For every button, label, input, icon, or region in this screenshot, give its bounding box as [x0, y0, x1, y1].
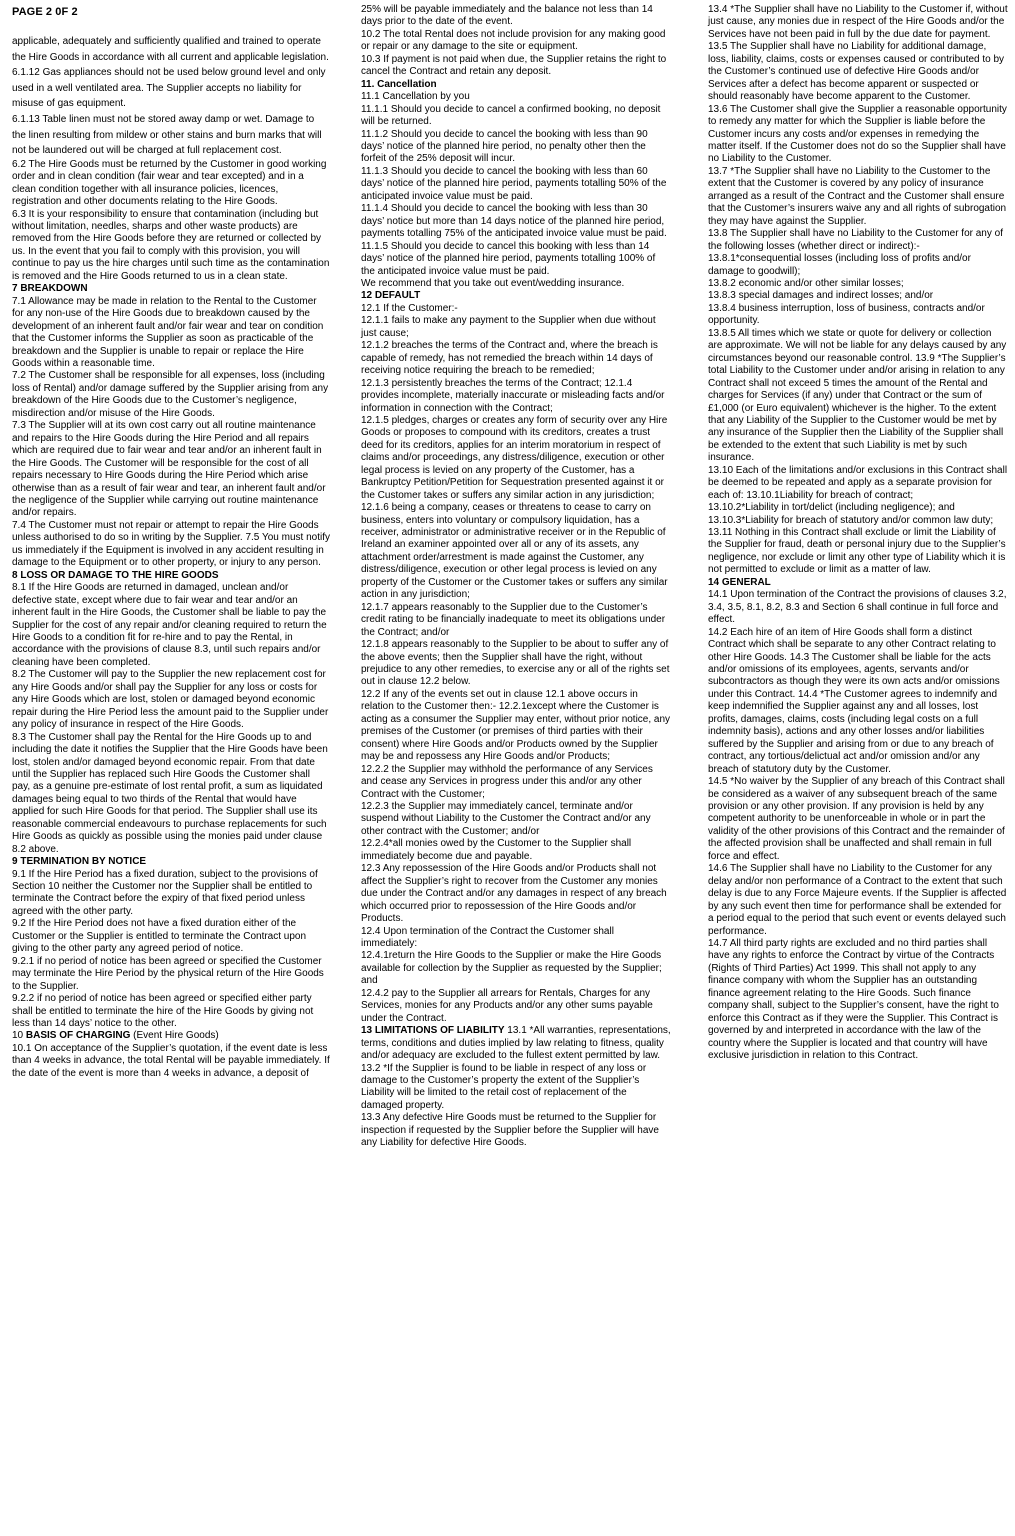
paragraph: 9.2 If the Hire Period does not have a fixed duration either of the Customer or the Supplier is entitled to terminate the Contract upon giving to the other party any agreed period of notice.	[12, 918, 307, 955]
paragraph: 9.1 If the Hire Period has a fixed duration, subject to the provisions of Section 10 neither the Customer nor the Supplier shall be entitled to terminate the Contract before the expiry of that fixed period unless agreed with the other party.	[12, 868, 318, 917]
paragraph: 6.1.13 Table linen must not be stored away damp or wet. Damage to the linen resulting from mildew or other stains and burn marks that will not be laundered out will be charged at full replacement cost.	[12, 113, 322, 157]
paragraph-prefix: 10	[12, 1030, 26, 1042]
section-heading: 11. Cancellation	[361, 78, 437, 90]
section-heading-paragraph	[361, 1025, 671, 1062]
paragraph: 14.7 All third party rights are excluded and no third parties shall have any rights to enforce the Contract by virtue of the Contracts (Rights of Third Parties) Act 1999. This shall not apply to any finance company with whom the Supplier has an outstanding finance agreement relating to the Hire Goods. Such finance company shall, subject to the Supplier’s consent, have the right to enforce this Contract as if they were the Supplier. This Contract is governed by and interpreted in accordance with the law of the country where the Supplier is located and that country will have exclusive jurisdiction in relation to this Contract.	[708, 937, 999, 1062]
paragraph: 14.1 Upon termination of the Contract the provisions of clauses 3.2, 3.4, 3.5, 8.1, 8.2, 8.3 and Section 6 shall continue in full force and effect.	[708, 589, 1007, 626]
paragraph: 13.8.5 All times which we state or quote for delivery or collection are approximate. We will not be liable for any delays caused by any circumstances beyond our reasonable control. 13.9 *The Supplier’s total Liability to the Customer under and/or arising in relation to any Contract shall not exceed 5 times the amount of the Rental and charges for Services (if any) under that Contract or the sum of £1,000 (or Euro equivalent) whichever is the higher. To the extent that any Liability of the Supplier to the Customer would be met by any insurance of the Supplier then the Liability of the Supplier shall be extended to the extent that such Liability is met by such insurance.	[708, 327, 1007, 464]
paragraph: 11.1.3 Should you decide to cancel the booking with less than 60 days’ notice of the planned hire period, payments totalling 50% of the anticipated invoice value must be paid.	[361, 165, 667, 202]
paragraph: 12.2.2 the Supplier may withhold the performance of any Services and cease any Services in progress under this and/or any other Contract with the Customer;	[361, 763, 653, 800]
paragraph: 13.2 *If the Supplier is found to be liable in respect of any loss or damage to the Customer’s property the extent of the Supplier’s Liability will be limited to the retail cost of replacement of the damaged property.	[361, 1062, 647, 1111]
section-heading: 8 LOSS OR DAMAGE TO THE HIRE GOODS	[12, 569, 219, 581]
section-heading: 12 DEFAULT	[361, 290, 421, 302]
section-heading: 13 LIMITATIONS OF LIABILITY	[361, 1025, 505, 1037]
paragraph: 13.8.2 economic and/or other similar losses;	[708, 277, 904, 289]
paragraph: 13.8 The Supplier shall have no Liability to the Customer for any of the following losses (whether direct or indirect):- 13.8.1*consequential losses (including loss of profits and/or damage to goodwill);	[708, 228, 1003, 277]
paragraph: 14.6 The Supplier shall have no Liability to the Customer for any delay and/or non performance of a Contract to the extent that such delay is due to any Force Majeure events. If the Supplier is affected by any such event then time for performance shall be extended for a period equal to the period that such event or events delayed such performance.	[708, 863, 1007, 937]
paragraph: 12.1.2 breaches the terms of the Contract and, where the breach is capable of remedy, has not remedied the breach within 14 days of receiving notice requiring the breach to be remedied;	[361, 340, 658, 377]
paragraph: We recommend that you take out event/wedding insurance.	[361, 277, 625, 289]
column-1	[12, 34, 330, 1080]
paragraph: 12.1.3 persistently breaches the terms of the Contract; 12.1.4 provides incomplete, materially inaccurate or misleading facts and/or information in connection with the Contract;	[361, 377, 665, 414]
paragraph: 6.3 It is your responsibility to ensure that contamination (including but without limitation, needles, sharps and other waste products) are removed from the Hire Goods before they are returned or collected by us. In the event that you fail to comply with this provision, you will continue to pay us the hire charges until such time as the contamination is removed and the Hire Goods returned to us in a clean state.	[12, 208, 330, 282]
section-heading: BASIS OF CHARGING	[25, 1030, 131, 1042]
paragraph: 13.6 The Customer shall give the Supplier a reasonable opportunity to remedy any matter for which the Supplier is liable before the Customer incurs any costs and/or expenses in remedying the matter itself. If the Customer does not do so the Supplier shall have no Liability to the Customer.	[708, 103, 1007, 165]
paragraph: applicable, adequately and sufficiently qualified and trained to operate the Hire Goods in accordance with all current and applicable legislation.	[12, 36, 329, 63]
paragraph: 13.7 *The Supplier shall have no Liability to the Customer to the extent that the Customer is covered by any policy of insurance arranged as a result of the Contract and the Customer shall ensure that the Customer’s insurers waive any and all rights of subrogation they may have against the Supplier.	[708, 165, 1007, 227]
paragraph: 8.1 If the Hire Goods are returned in damaged, unclean and/or defective state, except where due to fair wear and tear and/or an inherent fault in the Hire Goods, the Customer shall be liable to pay the Supplier for the cost of any repair and/or cleaning required to return the Hire Goods to a condition fit for re-hire and to pay the Rental, in accordance with the provisions of clause 8.3, until such repairs and/or cleaning have been completed.	[12, 582, 327, 668]
paragraph: 8.2 The Customer will pay to the Supplier the new replacement cost for any Hire Goods and/or shall pay the Supplier for any loss or costs for any Hire Goods which are lost, stolen or damaged beyond economic repair during the Hire Period less the amount paid to the Supplier under any policy of insurance in respect of the Hire Goods.	[12, 669, 329, 731]
section-heading: 14 GENERAL	[708, 576, 771, 588]
paragraph: 11.1.5 Should you decide to cancel this booking with less than 14 days’ notice of the planned hire period, payments totalling 100% of the anticipated invoice value must be paid.	[361, 240, 656, 277]
paragraph: 12.1.6 being a company, ceases or threatens to cease to carry on business, enters into voluntary or compulsory liquidation, has a receiver, administrator or administrative receiver or in the Republic of Ireland an examiner appointed over all or any of its assets, any attachment order/arrestment is made against the Customer, any distress/diligence, execution or other legal process is levied on any property of the Customer or the Customer takes or suffers any similar action in any jurisdiction;	[361, 502, 668, 601]
paragraph: 6.2 The Hire Goods must be returned by the Customer in good working order and in clean condition (fair wear and tear excepted) and in a clean condition together with all insurance policies, licences, registration and other documents relating to the Hire Goods.	[12, 158, 327, 208]
paragraph: 12.2.3 the Supplier may immediately cancel, terminate and/or suspend without Liability to the Customer the Contract and/or any other contract with the Customer; and/or	[361, 801, 651, 837]
paragraph: 14.2 Each hire of an item of Hire Goods shall form a distinct Contract which shall be separate to any other Contract relating to other Hire Goods. 14.3 The Customer shall be liable for the acts and/or omissions of its employees, agents, servants and/or subcontractors as though they were its own acts and/or omissions under this Contract. 14.4 *The Customer agrees to indemnify and keep indemnified the Supplier against any and all losses, lost profits, damages, claims, costs (including legal costs on a full indemnity basis), actions and any other losses and/or liabilities suffered by the Supplier and arising from or due to any breach of contract, any tortious/delictual act and/or omission and/or any breach of statutory duty by the Customer.	[708, 626, 1000, 775]
paragraph: 13.10.2*Liability in tort/delict (including negligence); and 13.10.3*Liability for breach of statutory and/or common law duty;	[708, 502, 994, 526]
paragraph: 7.2 The Customer shall be responsible for all expenses, loss (including loss of Rental) and/or damage suffered by the Supplier arising from any breakdown of the Hire Goods due to the Customer’s negligence, misdirection and/or misuse of the Hire Goods.	[12, 370, 329, 419]
paragraph-text: (Event Hire Goods)	[130, 1030, 219, 1042]
paragraph: 11.1.2 Should you decide to cancel the booking with less than 90 days’ notice of the planned hire period, no penalty other then the forfeit of the 25% deposit will incur.	[361, 128, 648, 165]
paragraph: 12.1.8 appears reasonably to the Supplier to be about to suffer any of the above events; then the Supplier shall have the right, without prejudice to any other remedies, to exercise any or all of the rights set out in clause 12.2 below.	[361, 639, 670, 688]
paragraph: 12.1.5 pledges, charges or creates any form of security over any Hire Goods or proposes to compound with its creditors, creates a trust deed for its creditors, applies for an interim moratorium in respect of claims and/or proceedings, any distress/diligence, execution or other legal process is levied on any property of the Customer, has a Bankruptcy Petition/Petition for Sequestration presented against it or the Customer takes or suffers any similar action in any jurisdiction;	[361, 414, 668, 501]
paragraph: 12.4.1return the Hire Goods to the Supplier or make the Hire Goods available for collection by the Supplier as requested by the Supplier; and	[361, 950, 662, 987]
column-2	[361, 4, 671, 1150]
section-heading-paragraph	[12, 1030, 330, 1042]
paragraph: 11.1.1 Should you decide to cancel a confirmed booking, no deposit will be returned.	[361, 103, 661, 128]
paragraph: 9.2.1 if no period of notice has been agreed or specified the Customer may terminate the Hire Period by the physical return of the Hire Goods to the Supplier.	[12, 955, 324, 992]
paragraph: 12.4 Upon termination of the Contract the Customer shall immediately:	[361, 925, 614, 949]
paragraph: 12.1.7 appears reasonably to the Supplier due to the Customer’s credit rating to be financially inadequate to meet its obligations under the Contract; and/or	[361, 601, 666, 638]
paragraph: 13.8.4 business interruption, loss of business, contracts and/or opportunity.	[708, 302, 985, 327]
paragraph-text: 13.1 *All warranties, representations, terms, conditions and duties implied by law relating to fitness, quality and/or adequacy are excluded to the fullest extent permitted by law.	[361, 1025, 671, 1062]
paragraph: 7.3 The Supplier will at its own cost carry out all routine maintenance and repairs to the Hire Goods during the Hire Period and all repairs which are required due to fair wear and tear and/or an inherent fault in the Hire Goods. The Customer will be responsible for the cost of all repairs necessary to Hire Goods during the Hire Period which arise otherwise than as a result of fair wear and tear, an inherent fault and/or the negligence of the Supplier while carrying out routine maintenance and/or repairs.	[12, 420, 326, 519]
paragraph: 11.1.4 Should you decide to cancel the booking with less than 30 days’ notice but more than 14 days notice of the planned hire period, payments totalling 75% of the anticipated invoice value must be paid.	[361, 203, 667, 240]
paragraph: 10.2 The total Rental does not include provision for any making good or repair or any damage to the site or equipment.	[361, 28, 666, 53]
paragraph: 13.8.3 special damages and indirect losses; and/or	[708, 290, 934, 302]
paragraph: 14.5 *No waiver by the Supplier of any breach of this Contract shall be considered as a waiver of any subsequent breach of the same provision or any other provision. If any provision is held by any competent authority to be unenforceable in whole or in part the validity of the other provisions of this Contract and the remainder of the affected provision shall be unaffected and shall remain in full force and effect.	[708, 776, 1005, 862]
paragraph: 12.4.2 pay to the Supplier all arrears for Rentals, Charges for any Services, monies for any Products and/or any other sums payable under the Contract.	[361, 987, 653, 1024]
paragraph: 7.1 Allowance may be made in relation to the Rental to the Customer for any non-use of the Hire Goods due to breakdown caused by the development of an inherent fault and/or fair wear and tear on condition that the Customer informs the Supplier as soon as practicable of the breakdown and the Supplier is unable to repair or replace the Hire Goods within a reasonable time.	[12, 295, 324, 369]
paragraph: 13.3 Any defective Hire Goods must be returned to the Supplier for inspection if requested by the Supplier before the Supplier will have any Liability for defective Hire Goods.	[361, 1112, 659, 1149]
paragraph: 12.1 If the Customer:-	[361, 302, 458, 314]
page-label: PAGE 2 0F 2	[12, 6, 78, 18]
paragraph: 25% will be payable immediately and the balance not less than 14 days prior to the date of the event.	[361, 4, 653, 28]
paragraph: 12.3 Any repossession of the Hire Goods and/or Products shall not affect the Supplier’s right to recover from the Customer any monies due under the Contract and/or any damages in respect of any breach which occurred prior to repossession of the Hire Goods and/or Products.	[361, 863, 667, 925]
paragraph: 13.4 *The Supplier shall have no Liability to the Customer if, without just cause, any monies due in respect of the Hire Goods and/or the Services have not been paid in full by the due date for payment.	[708, 4, 1008, 40]
paragraph: 12.2.4*all monies owed by the Customer to the Supplier shall immediately become due and payable.	[361, 838, 632, 862]
paragraph: 6.1.12 Gas appliances should not be used below ground level and only used in a well ventilated area. The Supplier accepts no liability for misuse of gas equipment.	[12, 67, 326, 110]
paragraph: 10.1 On acceptance of the Supplier’s quotation, if the event date is less than 4 weeks in advance, the total Rental will be payable immediately. If the date of the event is more than 4 weeks in advance, a deposit of	[12, 1042, 330, 1079]
section-heading: 7 BREAKDOWN	[12, 283, 88, 295]
paragraph: 13.5 The Supplier shall have no Liability for additional damage, loss, liability, claims, costs or expenses caused or contributed to by the Customer’s continued use of defective Hire Goods and/or Services after a defect has become apparent or suspected or should reasonably have become apparent to the Customer.	[708, 41, 1005, 103]
column-3	[708, 4, 1008, 1063]
paragraph: 12.2 If any of the events set out in clause 12.1 above occurs in relation to the Customer then:- 12.2.1except where the Customer is acting as a consumer the Supplier may enter, without prior notice, any premises of the Customer (or premises of third parties with their consent) where Hire Goods and/or Products owned by the Supplier may be and repossess any Hire Goods and/or Products;	[361, 688, 671, 763]
paragraph: 7.4 The Customer must not repair or attempt to repair the Hire Goods unless authorised to do so in writing by the Supplier. 7.5 You must notify us immediately if the Equipment is involved in any accident resulting in damage to the Equipment or to other property, or injury to any person.	[12, 519, 330, 569]
paragraph: 12.1.1 fails to make any payment to the Supplier when due without just cause;	[361, 315, 656, 339]
section-heading: 9 TERMINATION BY NOTICE	[12, 856, 147, 868]
paragraph: 13.11 Nothing in this Contract shall exclude or limit the Liability of the Supplier for fraud, death or personal injury due to the Supplier’s negligence, nor exclude or limit any other type of Liability which it is not permitted to exclude or limit as a matter of law.	[708, 527, 1006, 576]
paragraph: 8.3 The Customer shall pay the Rental for the Hire Goods up to and including the date it notifies the Supplier that the Hire Goods have been lost, stolen and/or damaged beyond economic repair. From that date until the Supplier has replaced such Hire Goods the Customer shall pay, as a genuine pre-estimate of lost rental profit, a sum as liquidated damages being equal to two thirds of the Rental that would have applied for such Hire Goods for that period. The Supplier shall use its reasonable commercial endeavours to purchase replacements for such Hire Goods as quickly as possible using the monies paid under clause 8.2 above.	[12, 731, 328, 855]
paragraph: 9.2.2 if no period of notice has been agreed or specified either party shall be entitled to terminate the hire of the Hire Goods by giving not less than 14 days’ notice to the other.	[12, 993, 314, 1030]
paragraph: 13.10 Each of the limitations and/or exclusions in this Contract shall be deemed to be repeated and apply as a separate provision for each of: 13.10.1Liability for breach of contract;	[708, 464, 1008, 501]
paragraph: 11.1 Cancellation by you	[361, 91, 470, 103]
paragraph: 10.3 If payment is not paid when due, the Supplier retains the right to cancel the Contract and retain any deposit.	[361, 53, 667, 78]
